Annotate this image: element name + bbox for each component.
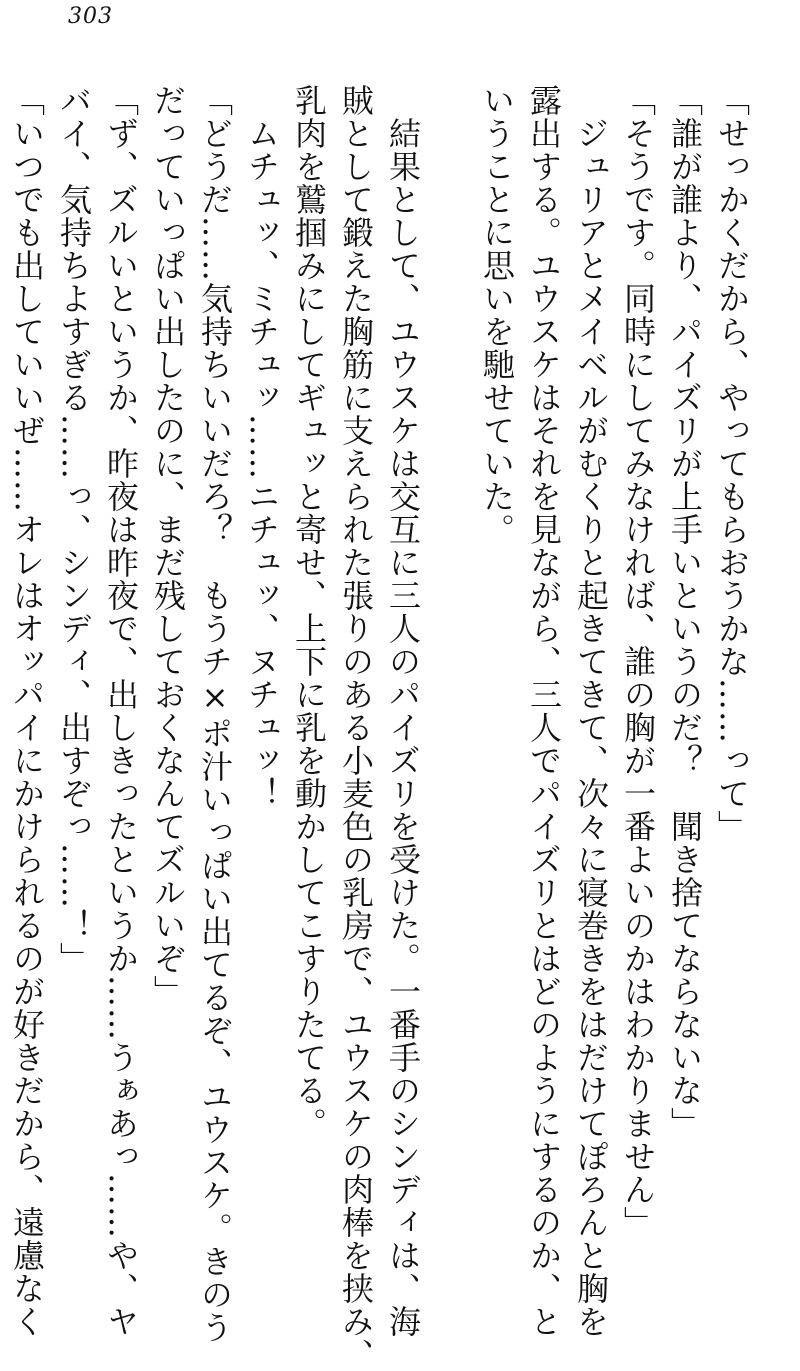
text-line-4: ジュリアとメイベルがむくりと起きてきて、次々に寝巻きをはだけてぽろんと胸を: [572, 84, 610, 1338]
text-line-13: 「ず、ズルいというか、昨夜は昨夜で、出しきったというか……うぁあっ……や、ヤ: [102, 84, 140, 1338]
text-line-1: 「せっかくだから、やってもらおうかな……って」: [713, 84, 751, 843]
text-line-8: 賊として鍛えた胸筋に支えられた張りのある小麦色の乳房で、ユウスケの肉棒を挟み、: [337, 84, 375, 1371]
text-line-10: ムチュッ、ミチュッ……ニチュッ、ヌチュッ！: [243, 84, 281, 810]
text-line-3: 「そうです。同時にしてみなければ、誰の胸が一番よいのかはわかりません」: [619, 84, 657, 1239]
text-line-5: 露出する。ユウスケはそれを見ながら、三人でパイズリとはどのようにするのか、と: [525, 84, 563, 1338]
text-line-11: 「どうだ……気持ちいいだろ？ もうチ×ポ汁いっぱい出てるぞ、ユウスケ。きのう: [196, 84, 234, 1344]
text-line-6: いうことに思いを馳せていた。: [478, 84, 516, 546]
text-line-14: バイ、気持ちよすぎる……っ、シンディ、出すぞっ……！」: [55, 84, 93, 975]
text-line-12: だっていっぱい出したのに、まだ残しておくなんてズルいぞ」: [149, 84, 187, 1008]
text-line-2: 「誰が誰より、パイズリが上手いというのだ？ 聞き捨てならないな」: [666, 84, 704, 1140]
page-number: 303: [68, 4, 113, 29]
text-line-9: 乳肉を鷲掴みにしてギュッと寄せ、上下に乳を動かしてこすりたてる。: [290, 84, 328, 1140]
paragraph-spacer: [426, 84, 473, 1174]
text-line-15: 「いつでも出していいぜ……オレはオッパイにかけられるのが好きだから、遠慮なく: [8, 84, 46, 1338]
text-line-7: 結果として、ユウスケは交互に三人のパイズリを受けた。一番手のシンディは、海: [384, 84, 422, 1338]
vertical-text-body: [0, 84, 755, 1371]
